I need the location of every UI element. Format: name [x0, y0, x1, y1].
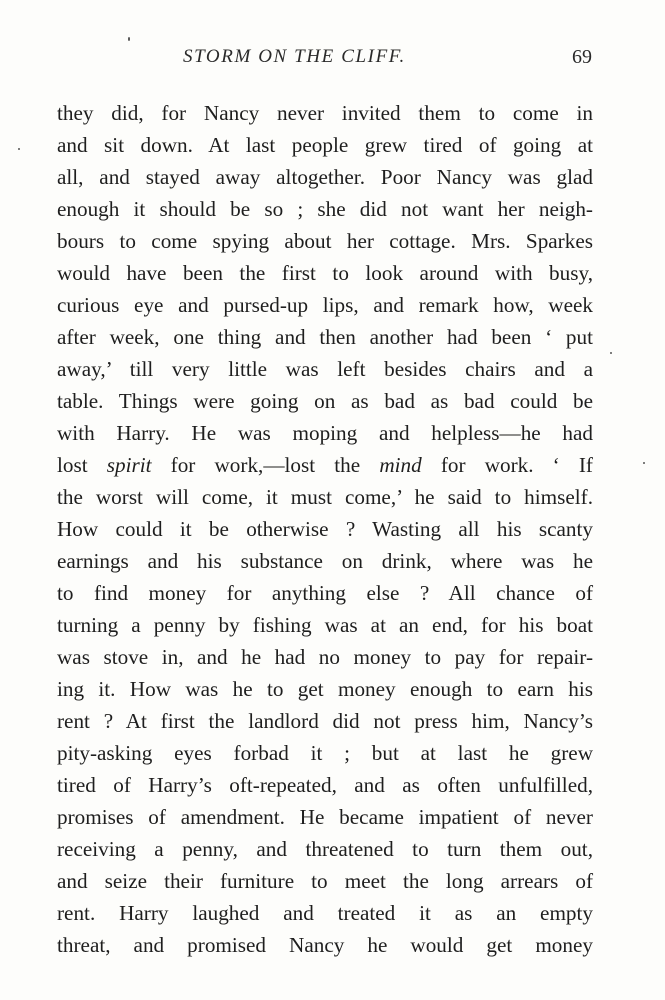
text-line: threat, and promised Nancy he would get money — [57, 933, 593, 957]
paper-speck — [128, 37, 130, 41]
text-line: tired of Harry’s oft-repeated, and as often unfulfilled, — [57, 773, 593, 797]
text-line: receiving a penny, and threatened to turn them out, — [57, 837, 593, 861]
running-head — [0, 46, 665, 76]
page-number: 69 — [572, 46, 592, 68]
running-title: STORM ON THE CLIFF. — [183, 46, 406, 67]
text-line: and sit down. At last people grew tired of going at — [57, 133, 593, 157]
text-line: with Harry. He was moping and helpless—he had — [57, 421, 593, 445]
body-text — [57, 97, 593, 961]
text-line: they did, for Nancy never invited them to come in — [57, 101, 593, 125]
text-line: was stove in, and he had no money to pay for repair- — [57, 645, 593, 669]
text-line: rent. Harry laughed and treated it as an empty — [57, 901, 593, 925]
paper-speck — [643, 462, 645, 464]
text-line: and seize their furniture to meet the long arrears of — [57, 869, 593, 893]
text-line: curious eye and pursed-up lips, and remark how, week — [57, 293, 593, 317]
text-line: enough it should be so ; she did not want her neigh- — [57, 197, 593, 221]
text-line: the worst will come, it must come,’ he said to himself. — [57, 485, 593, 509]
paper-speck — [18, 148, 20, 150]
text-line: pity-asking eyes forbad it ; but at last he grew — [57, 741, 593, 765]
text-line: ing it. How was he to get money enough to earn his — [57, 677, 593, 701]
text-line: would have been the first to look around with busy, — [57, 261, 593, 285]
text-line: How could it be otherwise ? Wasting all his scanty — [57, 517, 593, 541]
emphasis: mind — [379, 453, 422, 477]
text-line: bours to come spying about her cottage. Mrs. Sparkes — [57, 229, 593, 253]
text-line: after week, one thing and then another had been ‘ put — [57, 325, 593, 349]
text-line: promises of amendment. He became impatient of never — [57, 805, 593, 829]
text-line: rent ? At first the landlord did not press him, Nancy’s — [57, 709, 593, 733]
text-line: earnings and his substance on drink, where was he — [57, 549, 593, 573]
text-line: turning a penny by fishing was at an end, for his boat — [57, 613, 593, 637]
emphasis: spirit — [106, 453, 152, 477]
text-line: lost spirit for work,—lost the mind for work. ‘ If — [57, 453, 593, 477]
text-line: all, and stayed away altogether. Poor Nancy was glad — [57, 165, 593, 189]
text-line: away,’ till very little was left besides chairs and a — [57, 357, 593, 381]
text-line: to find money for anything else ? All chance of — [57, 581, 593, 605]
paper-speck — [610, 352, 612, 354]
text-line: table. Things were going on as bad as bad could be — [57, 389, 593, 413]
